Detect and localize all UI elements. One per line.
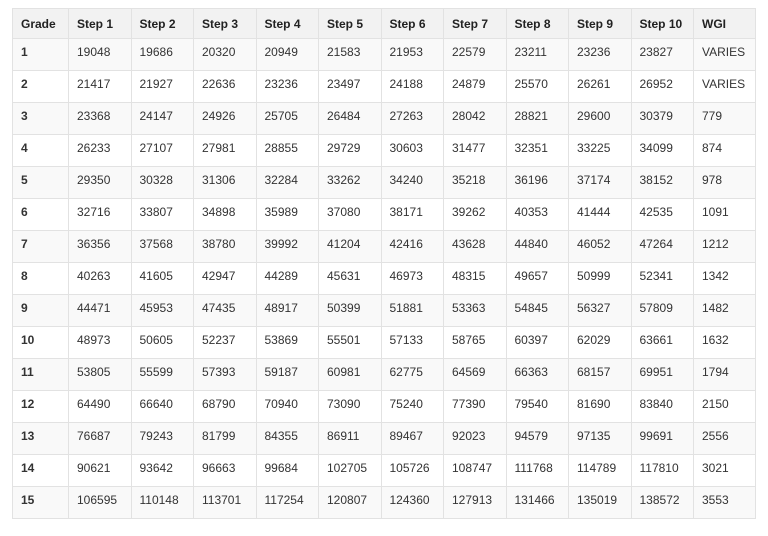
step-cell: 66640 xyxy=(131,391,194,423)
step-cell: 54845 xyxy=(506,295,569,327)
step-cell: 44471 xyxy=(69,295,132,327)
grade-cell: 7 xyxy=(13,231,69,263)
step-cell: 33262 xyxy=(319,167,382,199)
column-header-step-7: Step 7 xyxy=(444,9,507,39)
step-cell: 52341 xyxy=(631,263,694,295)
step-cell: 41204 xyxy=(319,231,382,263)
table-row xyxy=(13,39,756,71)
step-cell: 35989 xyxy=(256,199,319,231)
column-header-step-9: Step 9 xyxy=(569,9,632,39)
wgi-cell: 2150 xyxy=(694,391,756,423)
table-row xyxy=(13,359,756,391)
pay-table-container xyxy=(12,8,755,519)
step-cell: 55599 xyxy=(131,359,194,391)
step-cell: 89467 xyxy=(381,423,444,455)
step-cell: 36356 xyxy=(69,231,132,263)
step-cell: 131466 xyxy=(506,487,569,519)
step-cell: 28042 xyxy=(444,103,507,135)
step-cell: 31306 xyxy=(194,167,257,199)
step-cell: 44289 xyxy=(256,263,319,295)
step-cell: 28821 xyxy=(506,103,569,135)
wgi-cell: 3021 xyxy=(694,455,756,487)
step-cell: 39262 xyxy=(444,199,507,231)
wgi-cell: 1632 xyxy=(694,327,756,359)
step-cell: 70940 xyxy=(256,391,319,423)
step-cell: 96663 xyxy=(194,455,257,487)
step-cell: 135019 xyxy=(569,487,632,519)
wgi-cell: VARIES xyxy=(694,71,756,103)
step-cell: 86911 xyxy=(319,423,382,455)
step-cell: 38171 xyxy=(381,199,444,231)
step-cell: 32284 xyxy=(256,167,319,199)
wgi-cell: 874 xyxy=(694,135,756,167)
grade-cell: 8 xyxy=(13,263,69,295)
table-row xyxy=(13,327,756,359)
step-cell: 36196 xyxy=(506,167,569,199)
step-cell: 124360 xyxy=(381,487,444,519)
column-header-step-5: Step 5 xyxy=(319,9,382,39)
step-cell: 76687 xyxy=(69,423,132,455)
grade-cell: 2 xyxy=(13,71,69,103)
step-cell: 64490 xyxy=(69,391,132,423)
step-cell: 81799 xyxy=(194,423,257,455)
wgi-cell: 1482 xyxy=(694,295,756,327)
step-cell: 41444 xyxy=(569,199,632,231)
column-header-grade: Grade xyxy=(13,9,69,39)
step-cell: 31477 xyxy=(444,135,507,167)
step-cell: 21953 xyxy=(381,39,444,71)
step-cell: 117810 xyxy=(631,455,694,487)
step-cell: 43628 xyxy=(444,231,507,263)
step-cell: 48973 xyxy=(69,327,132,359)
step-cell: 24879 xyxy=(444,71,507,103)
step-cell: 35218 xyxy=(444,167,507,199)
step-cell: 21583 xyxy=(319,39,382,71)
grade-cell: 13 xyxy=(13,423,69,455)
step-cell: 114789 xyxy=(569,455,632,487)
step-cell: 77390 xyxy=(444,391,507,423)
step-cell: 46052 xyxy=(569,231,632,263)
step-cell: 57393 xyxy=(194,359,257,391)
step-cell: 105726 xyxy=(381,455,444,487)
step-cell: 26261 xyxy=(569,71,632,103)
step-cell: 81690 xyxy=(569,391,632,423)
step-cell: 23211 xyxy=(506,39,569,71)
step-cell: 50605 xyxy=(131,327,194,359)
step-cell: 46973 xyxy=(381,263,444,295)
step-cell: 84355 xyxy=(256,423,319,455)
step-cell: 47435 xyxy=(194,295,257,327)
column-header-step-4: Step 4 xyxy=(256,9,319,39)
table-row xyxy=(13,231,756,263)
step-cell: 55501 xyxy=(319,327,382,359)
step-cell: 68157 xyxy=(569,359,632,391)
step-cell: 57133 xyxy=(381,327,444,359)
step-cell: 38780 xyxy=(194,231,257,263)
step-cell: 48917 xyxy=(256,295,319,327)
step-cell: 23236 xyxy=(569,39,632,71)
step-cell: 50999 xyxy=(569,263,632,295)
step-cell: 29729 xyxy=(319,135,382,167)
step-cell: 25570 xyxy=(506,71,569,103)
column-header-wgi: WGI xyxy=(694,9,756,39)
step-cell: 99684 xyxy=(256,455,319,487)
step-cell: 23236 xyxy=(256,71,319,103)
column-header-step-1: Step 1 xyxy=(69,9,132,39)
step-cell: 32351 xyxy=(506,135,569,167)
table-row xyxy=(13,263,756,295)
step-cell: 48315 xyxy=(444,263,507,295)
step-cell: 56327 xyxy=(569,295,632,327)
step-cell: 23497 xyxy=(319,71,382,103)
step-cell: 92023 xyxy=(444,423,507,455)
wgi-cell: 779 xyxy=(694,103,756,135)
table-row xyxy=(13,135,756,167)
step-cell: 50399 xyxy=(319,295,382,327)
step-cell: 40353 xyxy=(506,199,569,231)
step-cell: 63661 xyxy=(631,327,694,359)
step-cell: 117254 xyxy=(256,487,319,519)
step-cell: 62029 xyxy=(569,327,632,359)
step-cell: 33807 xyxy=(131,199,194,231)
step-cell: 37080 xyxy=(319,199,382,231)
column-header-step-8: Step 8 xyxy=(506,9,569,39)
table-row xyxy=(13,423,756,455)
grade-cell: 10 xyxy=(13,327,69,359)
step-cell: 24188 xyxy=(381,71,444,103)
step-cell: 93642 xyxy=(131,455,194,487)
step-cell: 23827 xyxy=(631,39,694,71)
step-cell: 20320 xyxy=(194,39,257,71)
step-cell: 108747 xyxy=(444,455,507,487)
step-cell: 79243 xyxy=(131,423,194,455)
step-cell: 22636 xyxy=(194,71,257,103)
step-cell: 111768 xyxy=(506,455,569,487)
table-row xyxy=(13,391,756,423)
step-cell: 34240 xyxy=(381,167,444,199)
grade-cell: 5 xyxy=(13,167,69,199)
wgi-cell: 978 xyxy=(694,167,756,199)
table-row xyxy=(13,487,756,519)
grade-cell: 9 xyxy=(13,295,69,327)
grade-cell: 14 xyxy=(13,455,69,487)
column-header-step-3: Step 3 xyxy=(194,9,257,39)
table-row xyxy=(13,103,756,135)
step-cell: 27981 xyxy=(194,135,257,167)
wgi-cell: 2556 xyxy=(694,423,756,455)
grade-cell: 4 xyxy=(13,135,69,167)
step-cell: 83840 xyxy=(631,391,694,423)
step-cell: 44840 xyxy=(506,231,569,263)
step-cell: 42416 xyxy=(381,231,444,263)
step-cell: 27107 xyxy=(131,135,194,167)
step-cell: 22579 xyxy=(444,39,507,71)
table-row xyxy=(13,71,756,103)
step-cell: 62775 xyxy=(381,359,444,391)
step-cell: 59187 xyxy=(256,359,319,391)
step-cell: 45953 xyxy=(131,295,194,327)
wgi-cell: 1794 xyxy=(694,359,756,391)
grade-cell: 12 xyxy=(13,391,69,423)
step-cell: 26484 xyxy=(319,103,382,135)
step-cell: 39992 xyxy=(256,231,319,263)
column-header-step-2: Step 2 xyxy=(131,9,194,39)
table-header xyxy=(13,9,756,39)
grade-cell: 11 xyxy=(13,359,69,391)
step-cell: 27263 xyxy=(381,103,444,135)
step-cell: 26233 xyxy=(69,135,132,167)
step-cell: 68790 xyxy=(194,391,257,423)
grade-cell: 6 xyxy=(13,199,69,231)
wgi-cell: VARIES xyxy=(694,39,756,71)
step-cell: 58765 xyxy=(444,327,507,359)
step-cell: 30379 xyxy=(631,103,694,135)
step-cell: 110148 xyxy=(131,487,194,519)
pay-scale-table xyxy=(12,8,756,519)
step-cell: 42535 xyxy=(631,199,694,231)
step-cell: 30328 xyxy=(131,167,194,199)
step-cell: 24147 xyxy=(131,103,194,135)
step-cell: 41605 xyxy=(131,263,194,295)
step-cell: 97135 xyxy=(569,423,632,455)
step-cell: 30603 xyxy=(381,135,444,167)
wgi-cell: 1212 xyxy=(694,231,756,263)
table-row xyxy=(13,295,756,327)
table-row xyxy=(13,455,756,487)
step-cell: 113701 xyxy=(194,487,257,519)
step-cell: 60981 xyxy=(319,359,382,391)
step-cell: 51881 xyxy=(381,295,444,327)
step-cell: 32716 xyxy=(69,199,132,231)
step-cell: 25705 xyxy=(256,103,319,135)
wgi-cell: 1091 xyxy=(694,199,756,231)
step-cell: 90621 xyxy=(69,455,132,487)
step-cell: 42947 xyxy=(194,263,257,295)
step-cell: 33225 xyxy=(569,135,632,167)
step-cell: 21417 xyxy=(69,71,132,103)
step-cell: 69951 xyxy=(631,359,694,391)
step-cell: 138572 xyxy=(631,487,694,519)
step-cell: 102705 xyxy=(319,455,382,487)
grade-cell: 1 xyxy=(13,39,69,71)
step-cell: 47264 xyxy=(631,231,694,263)
step-cell: 24926 xyxy=(194,103,257,135)
step-cell: 53805 xyxy=(69,359,132,391)
step-cell: 45631 xyxy=(319,263,382,295)
step-cell: 99691 xyxy=(631,423,694,455)
step-cell: 66363 xyxy=(506,359,569,391)
step-cell: 53363 xyxy=(444,295,507,327)
step-cell: 49657 xyxy=(506,263,569,295)
step-cell: 64569 xyxy=(444,359,507,391)
step-cell: 127913 xyxy=(444,487,507,519)
header-row xyxy=(13,9,756,39)
step-cell: 26952 xyxy=(631,71,694,103)
step-cell: 40263 xyxy=(69,263,132,295)
column-header-step-10: Step 10 xyxy=(631,9,694,39)
step-cell: 20949 xyxy=(256,39,319,71)
grade-cell: 3 xyxy=(13,103,69,135)
table-row xyxy=(13,199,756,231)
step-cell: 37568 xyxy=(131,231,194,263)
step-cell: 57809 xyxy=(631,295,694,327)
step-cell: 19048 xyxy=(69,39,132,71)
step-cell: 120807 xyxy=(319,487,382,519)
grade-cell: 15 xyxy=(13,487,69,519)
step-cell: 28855 xyxy=(256,135,319,167)
step-cell: 37174 xyxy=(569,167,632,199)
table-row xyxy=(13,167,756,199)
step-cell: 34099 xyxy=(631,135,694,167)
step-cell: 38152 xyxy=(631,167,694,199)
wgi-cell: 1342 xyxy=(694,263,756,295)
table-body xyxy=(13,39,756,519)
step-cell: 79540 xyxy=(506,391,569,423)
step-cell: 34898 xyxy=(194,199,257,231)
step-cell: 75240 xyxy=(381,391,444,423)
step-cell: 52237 xyxy=(194,327,257,359)
step-cell: 53869 xyxy=(256,327,319,359)
step-cell: 94579 xyxy=(506,423,569,455)
step-cell: 106595 xyxy=(69,487,132,519)
step-cell: 73090 xyxy=(319,391,382,423)
step-cell: 29600 xyxy=(569,103,632,135)
step-cell: 29350 xyxy=(69,167,132,199)
column-header-step-6: Step 6 xyxy=(381,9,444,39)
step-cell: 23368 xyxy=(69,103,132,135)
wgi-cell: 3553 xyxy=(694,487,756,519)
step-cell: 19686 xyxy=(131,39,194,71)
step-cell: 21927 xyxy=(131,71,194,103)
step-cell: 60397 xyxy=(506,327,569,359)
